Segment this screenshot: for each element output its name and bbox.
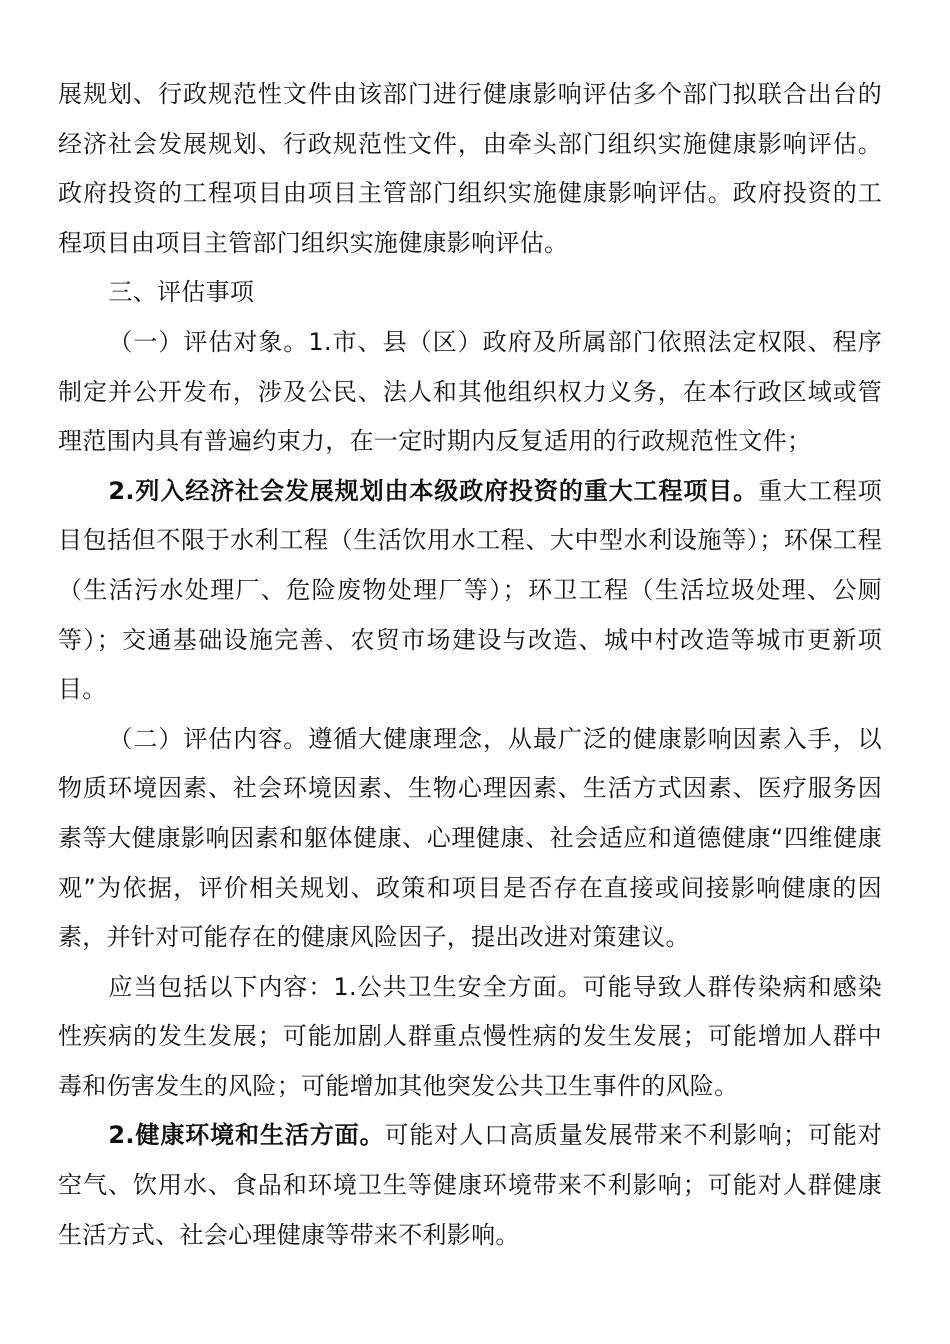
section-heading-evaluation-items: 三、评估事项 — [108, 278, 255, 307]
paragraph-public-health: 应当包括以下内容：1.公共卫生安全方面。可能导致人群传染病和感染性疾病的发生发展；可能加剧人群重点慢性病的发生发展；可能增加人群中毒和伤害发生的风险；可能增加其他突发公共卫生事件的风险。 — [58, 972, 882, 1100]
document-body — [58, 70, 882, 1260]
paragraph-major-projects-text: 重大工程项目包括但不限于水利工程（生活饮用水工程、大中型水利设施等）；环保工程（生活污水处理厂、危险废物处理厂等）；环卫工程（生活垃圾处理、公厕等）；交通基础设施完善、农贸市场建设与改造、城中村改造等城市更新项目。 — [58, 476, 883, 704]
paragraph-health-environment-text: 可能对人口高质量发展带来不利影响；可能对空气、饮用水、食品和环境卫生等健康环境带来不利影响；可能对人群健康生活方式、社会心理健康等带来不利影响。 — [58, 1121, 883, 1249]
paragraph-continuation: 展规划、行政规范性文件由该部门进行健康影响评估多个部门拟联合出台的经济社会发展规划、行政规范性文件，由牵头部门组织实施健康影响评估。政府投资的工程项目由项目主管部门组织实施健康影响评估。政府投资的工程项目由项目主管部门组织实施健康影响评估。 — [58, 80, 882, 257]
paragraph-evaluation-content: （二）评估内容。遵循大健康理念，从最广泛的健康影响因素入手，以物质环境因素、社会环境因素、生物心理因素、生活方式因素、医疗服务因素等大健康影响因素和躯体健康、心理健康、社会适应和道德健康“四维健康观”为依据，评价相关规划、政策和项目是否存在直接或间接影响健康的因素，并针对可能存在的健康风险因子，提出改进对策建议。 — [58, 724, 882, 952]
bold-lead-health-environment: 2.健康环境和生活方面。 — [108, 1121, 385, 1150]
paragraph-evaluation-object: （一）评估对象。1.市、县（区）政府及所属部门依照法定权限、程序制定并公开发布，涉及公民、法人和其他组织权力义务，在本行政区域或管理范围内具有普遍约束力，在一定时期内反复适用的行政规范性文件； — [58, 327, 882, 456]
bold-lead-major-projects: 2.列入经济社会发展规划由本级政府投资的重大工程项目。 — [108, 476, 759, 505]
paragraph-major-projects — [58, 467, 882, 715]
paragraph-health-environment — [58, 1111, 882, 1260]
